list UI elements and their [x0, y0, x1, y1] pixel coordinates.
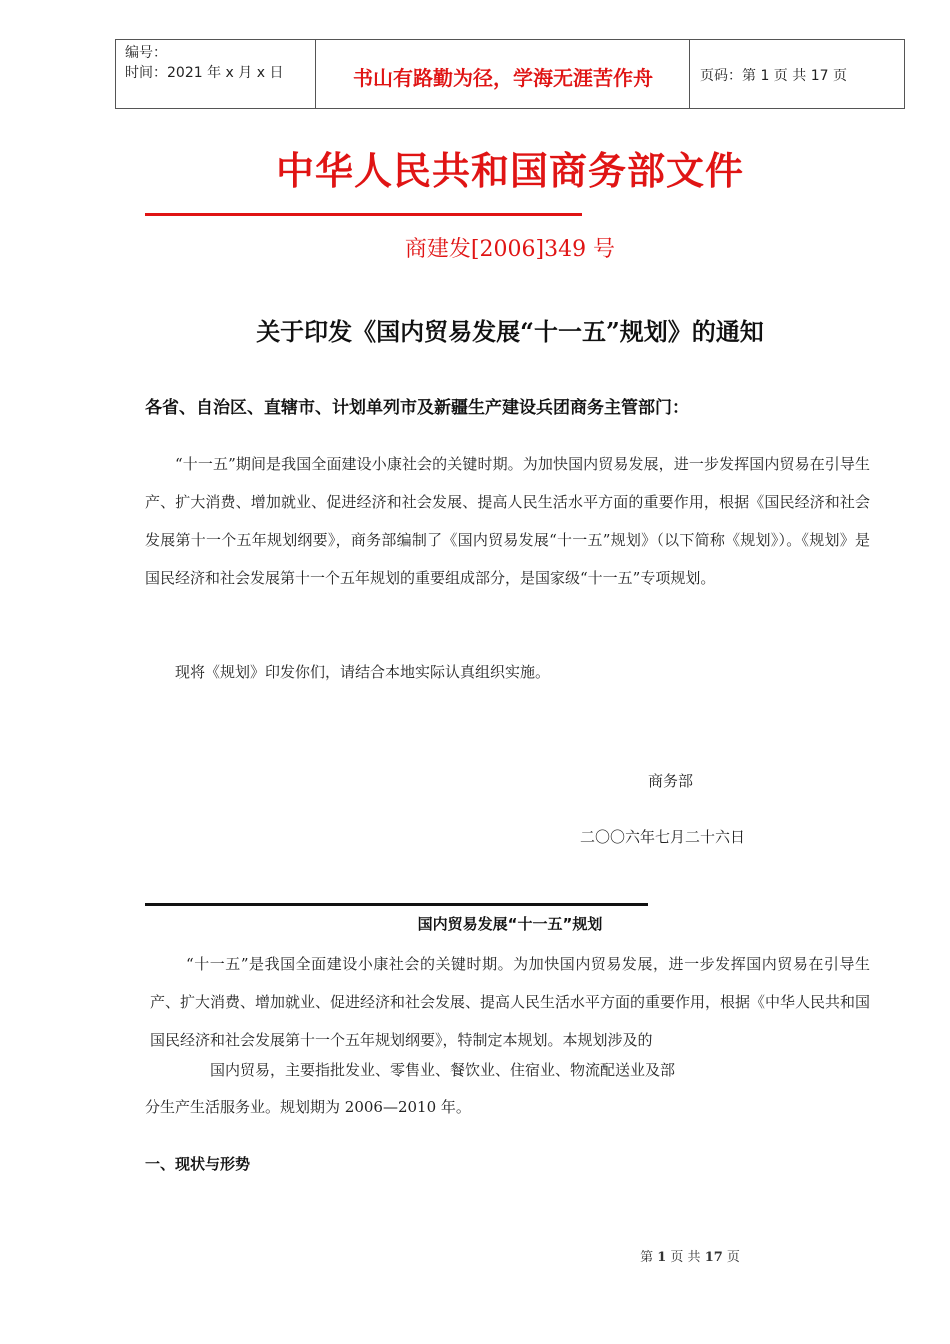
- plan-paragraph-tail: 分生产生活服务业。规划期为 2006—2010 年。: [145, 1098, 471, 1116]
- header-divider: [115, 40, 116, 108]
- signature-date: 二〇〇六年七月二十六日: [580, 828, 746, 846]
- document-title: 中华人民共和国商务部文件: [275, 149, 744, 193]
- time-label: 时间：2021 年 x 月 x 日: [125, 65, 284, 81]
- red-divider: [145, 213, 582, 216]
- document-number: 商建发[2006]349 号: [404, 237, 616, 262]
- header-meta: [125, 43, 283, 83]
- number-label: 编号：: [125, 45, 167, 61]
- plan-paragraph-line: 国内贸易，主要指批发业、零售业、餐饮业、住宿业、物流配送业及部: [209, 1061, 675, 1079]
- page-footer: [600, 1246, 780, 1265]
- notice-paragraph-1: “十一五”期间是我国全面建设小康社会的关键时期。为加快国内贸易发展，进一步发挥国内贸易在引导生产、扩大消费、增加就业、促进经济和社会发展、提高人民生活水平方面的重要作用，根据《国民经济和社会发展第十一个五年规划纲要》，商务部编制了《国内贸易发展“十一五”规划》（以下简称《规划》）。《规划》是国民经济和社会发展第十一个五年规划的重要组成部分，是国家级“十一五”专项规划。: [145, 455, 870, 587]
- header-page-info: 页码：第 1 页 共 17 页: [700, 68, 847, 84]
- footer-total-pages: 17: [704, 1250, 723, 1265]
- signature-org: 商务部: [648, 772, 694, 790]
- footer-prefix: 第: [640, 1250, 654, 1265]
- footer-mid: 页 共: [670, 1250, 701, 1265]
- header-divider: [904, 40, 905, 108]
- header-table: [115, 39, 905, 109]
- addressee: 各省、自治区、直辖市、计划单列市及新疆生产建设兵团商务主管部门：: [145, 398, 689, 418]
- plan-paragraph-1: “十一五”是我国全面建设小康社会的关键时期。为加快国内贸易发展，进一步发挥国内贸易在引导生产、扩大消费、增加就业、促进经济和社会发展、提高人民生活水平方面的重要作用，根据《中华人民共和国国民经济和社会发展第十一个五年规划纲要》，特制定本规划。本规划涉及的: [150, 955, 871, 1049]
- footer-suffix: 页: [726, 1250, 740, 1265]
- black-divider: [145, 903, 648, 906]
- notice-title: 关于印发《国内贸易发展“十一五”规划》的通知: [256, 317, 764, 346]
- footer-page-number: 1: [657, 1250, 667, 1265]
- header-motto: 书山有路勤为径，学海无涯苦作舟: [353, 66, 653, 90]
- section-heading: 一、现状与形势: [145, 1155, 251, 1173]
- plan-title: 国内贸易发展“十一五”规划: [417, 915, 603, 933]
- notice-paragraph-2: 现将《规划》印发你们，请结合本地实际认真组织实施。: [175, 663, 551, 681]
